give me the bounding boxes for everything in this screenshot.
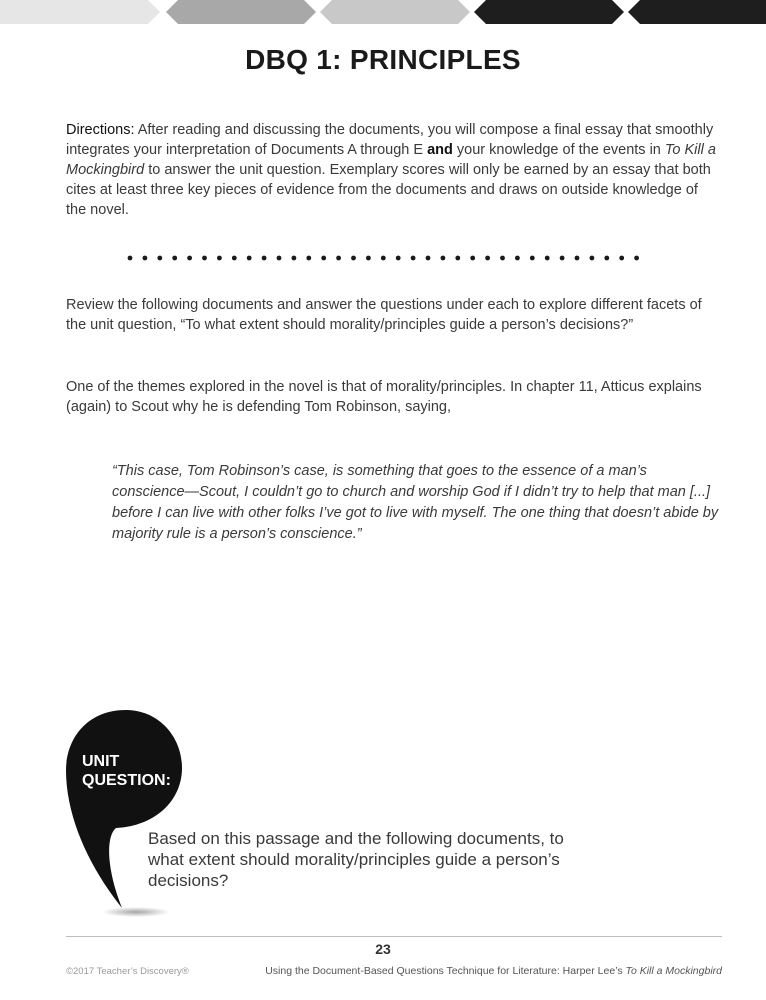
directions-text-1: After reading and discussing the documents, you will compose a final essay that smoothly integrates your interpretation of Documents A through E <box>66 122 714 158</box>
header-decorative-bar <box>0 0 766 26</box>
footer-title-prefix: Using the Document-Based Questions Technique for Literature: Harper Lee’s <box>265 965 626 977</box>
header-chevron-4 <box>474 0 624 24</box>
divider-dot <box>351 256 356 261</box>
divider-dot <box>128 256 133 261</box>
unit-question-label <box>82 752 171 790</box>
divider-dot <box>202 256 207 261</box>
footer-rule <box>66 936 722 937</box>
directions-text-2: your knowledge of the events in <box>452 142 665 158</box>
divider-dot <box>306 256 311 261</box>
header-chevron-1 <box>0 0 160 24</box>
divider-dot <box>321 256 326 261</box>
divider-dot <box>530 256 535 261</box>
divider-dot <box>396 256 401 261</box>
divider-dot <box>485 256 490 261</box>
divider-dot <box>247 256 252 261</box>
directions-text-3: to answer the unit question. Exemplary scores will only be earned by an essay that both cites at least three key pieces of evidence from the documents and draws on outside knowledge of the novel. <box>66 162 711 218</box>
atticus-quote: “This case, Tom Robinson’s case, is something that goes to the essence of a man’s conscience—Scout, I couldn’t go to church and worship God if I didn’t try to help that man [...] before I can live with other folks I’ve got to live with myself. The one thing that doesn’t abide by majority rule is a person’s conscience.” <box>112 463 719 542</box>
divider-dot <box>604 256 609 261</box>
header-chevron-5 <box>628 0 766 24</box>
directions-paragraph <box>66 120 716 220</box>
divider-dot <box>426 256 431 261</box>
divider-dot <box>590 256 595 261</box>
divider-dot <box>470 256 475 261</box>
divider-dot <box>187 256 192 261</box>
divider-dot <box>515 256 520 261</box>
divider-dot <box>172 256 177 261</box>
divider-dot <box>366 256 371 261</box>
divider-dot <box>500 256 505 261</box>
divider-dot <box>381 256 386 261</box>
divider-dot <box>262 256 267 261</box>
divider-dot <box>575 256 580 261</box>
page-title: DBQ 1: PRINCIPLES <box>245 44 521 75</box>
intro-paragraph: One of the themes explored in the novel is that of morality/principles. In chapter 11, Atticus explains (again) to Scout why he is defending Tom Robinson, saying, <box>66 379 702 415</box>
divider-dot <box>232 256 237 261</box>
divider-dot <box>217 256 222 261</box>
page-number: 23 <box>375 941 391 957</box>
review-paragraph: Review the following documents and answer the questions under each to explore different facets of the unit question, “To what extent should morality/principles guide a person’s decisions?” <box>66 297 702 333</box>
unit-question-label-line2: QUESTION: <box>82 772 171 789</box>
divider-dot <box>336 256 341 261</box>
divider-dot <box>157 256 162 261</box>
divider-dot <box>560 256 565 261</box>
unit-question-text: Based on this passage and the following documents, to what extent should morality/principles guide a person’s decisions? <box>148 829 564 890</box>
dotted-divider <box>127 253 647 263</box>
divider-dot <box>455 256 460 261</box>
divider-dot <box>634 256 639 261</box>
directions-bold-and: and <box>427 142 453 158</box>
directions-label: Directions: <box>66 122 135 138</box>
divider-dot <box>619 256 624 261</box>
footer-book-title <box>265 965 722 977</box>
directions-book-title: To Kill a Mockingbird <box>66 142 716 178</box>
divider-dot <box>277 256 282 261</box>
header-chevron-3 <box>320 0 470 24</box>
divider-dot <box>292 256 297 261</box>
divider-dot <box>545 256 550 261</box>
footer-title-book: To Kill a Mockingbird <box>625 965 722 977</box>
unit-question-label-line1: UNIT <box>82 753 120 770</box>
divider-dot <box>441 256 446 261</box>
copyright-notice: ©2017 Teacher’s Discovery® <box>66 966 189 977</box>
divider-dot <box>411 256 416 261</box>
divider-dot <box>143 256 148 261</box>
header-chevron-2 <box>166 0 316 24</box>
